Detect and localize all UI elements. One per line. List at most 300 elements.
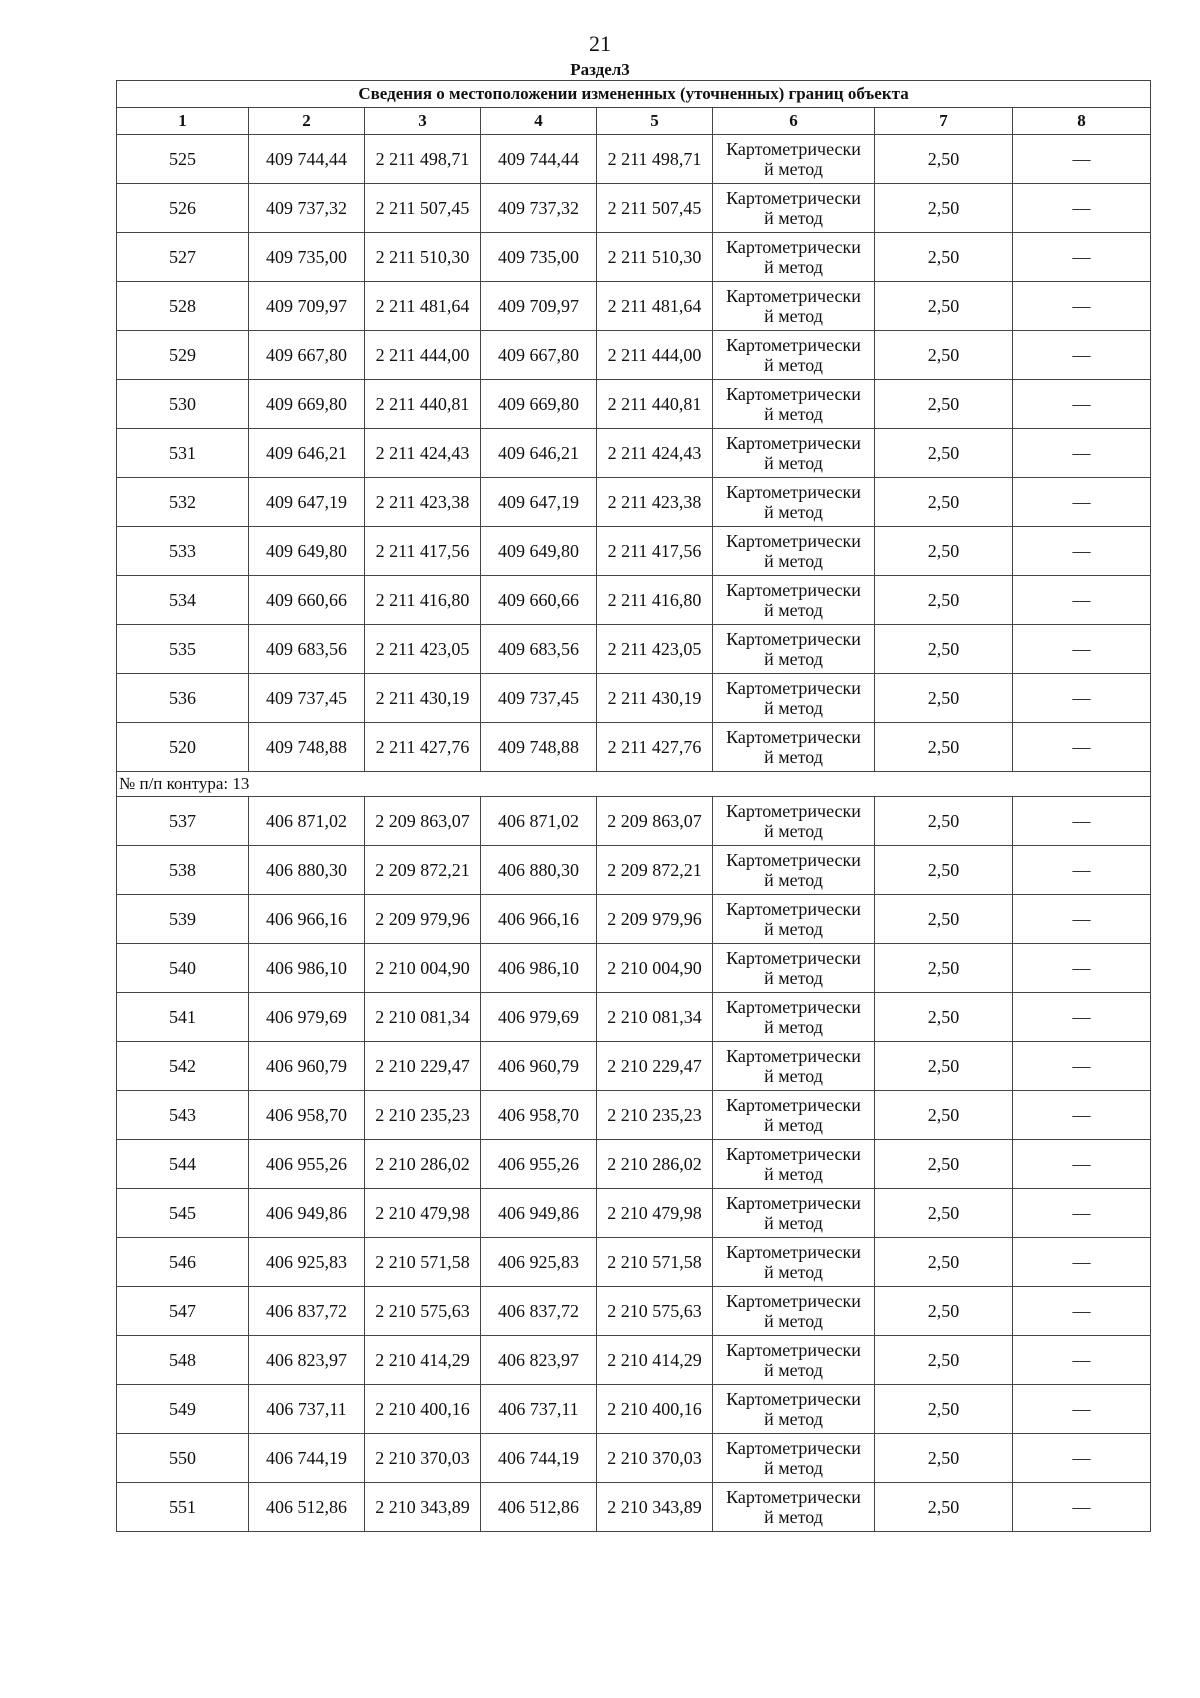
method-cell [713, 625, 875, 674]
method-cell [713, 674, 875, 723]
description-cell: — [1013, 1287, 1151, 1336]
coordinate-cell: 2 210 479,98 [365, 1189, 481, 1238]
description-cell: — [1013, 331, 1151, 380]
column-header: 4 [481, 108, 597, 135]
coordinate-cell: 2 210 343,89 [597, 1483, 713, 1532]
method-text-line2: й метод [764, 453, 823, 473]
method-text-line2: й метод [764, 355, 823, 375]
coordinate-cell: 2 210 229,47 [365, 1042, 481, 1091]
coordinate-cell: 2 211 430,19 [597, 674, 713, 723]
method-cell [713, 282, 875, 331]
method-text-line2: й метод [764, 600, 823, 620]
coordinate-cell: 2 209 979,96 [597, 895, 713, 944]
description-cell: — [1013, 1189, 1151, 1238]
method-text-line1: Картометрически [726, 997, 861, 1017]
boundary-table [116, 80, 1151, 1532]
coordinate-cell: 406 949,86 [249, 1189, 365, 1238]
method-cell [713, 380, 875, 429]
method-text-line1: Картометрически [726, 482, 861, 502]
table-row [117, 723, 1151, 772]
coordinate-cell: 409 647,19 [249, 478, 365, 527]
method-cell [713, 1238, 875, 1287]
method-cell [713, 1091, 875, 1140]
point-number-cell: 529 [117, 331, 249, 380]
description-cell: — [1013, 895, 1151, 944]
table-row [117, 135, 1151, 184]
point-number-cell: 536 [117, 674, 249, 723]
method-text-line2: й метод [764, 747, 823, 767]
column-header-row [117, 108, 1151, 135]
section-title: Раздел3 [570, 60, 630, 79]
column-header: 8 [1013, 108, 1151, 135]
method-text-line2: й метод [764, 1115, 823, 1135]
coordinate-cell: 2 211 444,00 [597, 331, 713, 380]
coordinate-cell: 406 871,02 [481, 797, 597, 846]
method-cell [713, 797, 875, 846]
table-row [117, 895, 1151, 944]
description-cell: — [1013, 1140, 1151, 1189]
coordinate-cell: 2 211 424,43 [365, 429, 481, 478]
method-cell [713, 576, 875, 625]
coordinate-cell: 2 211 417,56 [597, 527, 713, 576]
method-text-line2: й метод [764, 1262, 823, 1282]
table-row [117, 993, 1151, 1042]
table-row [117, 478, 1151, 527]
description-cell: — [1013, 1042, 1151, 1091]
coordinate-cell: 406 737,11 [249, 1385, 365, 1434]
description-cell: — [1013, 527, 1151, 576]
coordinate-cell: 409 646,21 [249, 429, 365, 478]
table-row [117, 184, 1151, 233]
coordinate-cell: 406 966,16 [249, 895, 365, 944]
method-text-line1: Картометрически [726, 1291, 861, 1311]
point-number-cell: 544 [117, 1140, 249, 1189]
table-row [117, 1042, 1151, 1091]
coordinate-cell: 2 210 575,63 [597, 1287, 713, 1336]
point-number-cell: 530 [117, 380, 249, 429]
method-cell [713, 1483, 875, 1532]
table-row [117, 1091, 1151, 1140]
method-text-line1: Картометрически [726, 433, 861, 453]
coordinate-cell: 2 209 872,21 [597, 846, 713, 895]
point-number-cell: 532 [117, 478, 249, 527]
table-row [117, 576, 1151, 625]
point-number-cell: 550 [117, 1434, 249, 1483]
coordinate-cell: 406 958,70 [481, 1091, 597, 1140]
point-number-cell: 543 [117, 1091, 249, 1140]
coordinate-cell: 2 210 400,16 [365, 1385, 481, 1434]
description-cell: — [1013, 233, 1151, 282]
description-cell: — [1013, 944, 1151, 993]
point-number-cell: 537 [117, 797, 249, 846]
point-number-cell: 535 [117, 625, 249, 674]
coordinate-cell: 2 210 400,16 [597, 1385, 713, 1434]
column-header: 2 [249, 108, 365, 135]
coordinate-cell: 406 837,72 [249, 1287, 365, 1336]
coordinate-cell: 406 986,10 [249, 944, 365, 993]
coordinate-cell: 2 210 575,63 [365, 1287, 481, 1336]
description-cell: — [1013, 429, 1151, 478]
contour-label: № п/п контура: 13 [117, 772, 1151, 797]
coordinate-cell: 2 211 510,30 [365, 233, 481, 282]
accuracy-cell: 2,50 [875, 429, 1013, 478]
coordinate-cell: 2 209 863,07 [365, 797, 481, 846]
method-cell [713, 331, 875, 380]
coordinate-cell: 406 966,16 [481, 895, 597, 944]
accuracy-cell: 2,50 [875, 1336, 1013, 1385]
coordinate-cell: 406 979,69 [249, 993, 365, 1042]
description-cell: — [1013, 625, 1151, 674]
accuracy-cell: 2,50 [875, 527, 1013, 576]
coordinate-cell: 2 211 507,45 [597, 184, 713, 233]
method-cell [713, 846, 875, 895]
table-row [117, 846, 1151, 895]
method-text-line1: Картометрически [726, 1095, 861, 1115]
coordinate-cell: 409 737,45 [249, 674, 365, 723]
coordinate-cell: 406 925,83 [249, 1238, 365, 1287]
method-cell [713, 135, 875, 184]
point-number-cell: 533 [117, 527, 249, 576]
method-text-line2: й метод [764, 1458, 823, 1478]
coordinate-cell: 409 744,44 [249, 135, 365, 184]
point-number-cell: 545 [117, 1189, 249, 1238]
method-text-line1: Картометрически [726, 801, 861, 821]
method-text-line1: Картометрически [726, 899, 861, 919]
coordinate-cell: 2 211 444,00 [365, 331, 481, 380]
accuracy-cell: 2,50 [875, 625, 1013, 674]
method-text-line2: й метод [764, 159, 823, 179]
description-cell: — [1013, 1385, 1151, 1434]
point-number-cell: 549 [117, 1385, 249, 1434]
coordinate-cell: 2 211 423,05 [365, 625, 481, 674]
coordinate-cell: 406 979,69 [481, 993, 597, 1042]
method-text-line1: Картометрически [726, 580, 861, 600]
coordinate-cell: 406 958,70 [249, 1091, 365, 1140]
method-cell [713, 478, 875, 527]
method-text-line1: Картометрически [726, 850, 861, 870]
coordinate-cell: 2 211 498,71 [597, 135, 713, 184]
method-text-line1: Картометрически [726, 1046, 861, 1066]
coordinate-cell: 406 925,83 [481, 1238, 597, 1287]
coordinate-cell: 2 211 417,56 [365, 527, 481, 576]
coordinate-cell: 2 211 481,64 [597, 282, 713, 331]
point-number-cell: 542 [117, 1042, 249, 1091]
coordinate-cell: 406 871,02 [249, 797, 365, 846]
method-cell [713, 233, 875, 282]
accuracy-cell: 2,50 [875, 1042, 1013, 1091]
coordinate-cell: 406 960,79 [481, 1042, 597, 1091]
method-text-line2: й метод [764, 968, 823, 988]
accuracy-cell: 2,50 [875, 478, 1013, 527]
coordinate-cell: 409 660,66 [249, 576, 365, 625]
coordinate-cell: 409 737,45 [481, 674, 597, 723]
description-cell: — [1013, 135, 1151, 184]
table-row [117, 331, 1151, 380]
method-text-line2: й метод [764, 1311, 823, 1331]
coordinate-cell: 406 880,30 [481, 846, 597, 895]
method-text-line1: Картометрически [726, 727, 861, 747]
method-text-line2: й метод [764, 551, 823, 571]
coordinate-cell: 2 209 863,07 [597, 797, 713, 846]
coordinate-cell: 2 211 423,38 [597, 478, 713, 527]
coordinate-cell: 406 986,10 [481, 944, 597, 993]
method-text-line1: Картометрически [726, 1340, 861, 1360]
coordinate-cell: 2 211 440,81 [365, 380, 481, 429]
coordinate-cell: 2 211 498,71 [365, 135, 481, 184]
method-text-line2: й метод [764, 1360, 823, 1380]
method-cell [713, 1336, 875, 1385]
method-cell [713, 1140, 875, 1189]
coordinate-cell: 2 210 235,23 [365, 1091, 481, 1140]
table-row [117, 1140, 1151, 1189]
method-text-line1: Картометрически [726, 237, 861, 257]
description-cell: — [1013, 380, 1151, 429]
description-cell: — [1013, 576, 1151, 625]
method-cell [713, 895, 875, 944]
coordinate-cell: 406 512,86 [481, 1483, 597, 1532]
coordinate-cell: 409 748,88 [481, 723, 597, 772]
method-text-line2: й метод [764, 502, 823, 522]
coordinate-cell: 406 823,97 [481, 1336, 597, 1385]
accuracy-cell: 2,50 [875, 233, 1013, 282]
method-text-line1: Картометрически [726, 1144, 861, 1164]
coordinate-cell: 2 211 423,05 [597, 625, 713, 674]
accuracy-cell: 2,50 [875, 723, 1013, 772]
method-text-line1: Картометрически [726, 678, 861, 698]
coordinate-cell: 2 210 571,58 [365, 1238, 481, 1287]
method-text-line1: Картометрически [726, 629, 861, 649]
method-cell [713, 527, 875, 576]
method-text-line1: Картометрически [726, 286, 861, 306]
coordinate-cell: 2 210 229,47 [597, 1042, 713, 1091]
contour-row [117, 772, 1151, 797]
accuracy-cell: 2,50 [875, 1287, 1013, 1336]
coordinate-cell: 406 955,26 [249, 1140, 365, 1189]
method-cell [713, 184, 875, 233]
coordinate-cell: 409 649,80 [249, 527, 365, 576]
coordinate-cell: 2 210 414,29 [365, 1336, 481, 1385]
coordinate-cell: 409 667,80 [249, 331, 365, 380]
method-text-line1: Картометрически [726, 1487, 861, 1507]
point-number-cell: 538 [117, 846, 249, 895]
coordinate-cell: 409 649,80 [481, 527, 597, 576]
coordinate-cell: 2 210 286,02 [597, 1140, 713, 1189]
table-row [117, 1385, 1151, 1434]
table-row [117, 1189, 1151, 1238]
description-cell: — [1013, 846, 1151, 895]
method-text-line2: й метод [764, 870, 823, 890]
coordinate-cell: 2 211 510,30 [597, 233, 713, 282]
coordinate-cell: 409 646,21 [481, 429, 597, 478]
method-text-line1: Картометрически [726, 1193, 861, 1213]
point-number-cell: 526 [117, 184, 249, 233]
point-number-cell: 525 [117, 135, 249, 184]
coordinate-cell: 409 744,44 [481, 135, 597, 184]
description-cell: — [1013, 282, 1151, 331]
point-number-cell: 551 [117, 1483, 249, 1532]
coordinate-cell: 2 211 440,81 [597, 380, 713, 429]
method-text-line2: й метод [764, 821, 823, 841]
description-cell: — [1013, 478, 1151, 527]
table-row [117, 674, 1151, 723]
description-cell: — [1013, 993, 1151, 1042]
method-text-line2: й метод [764, 1213, 823, 1233]
accuracy-cell: 2,50 [875, 1385, 1013, 1434]
coordinate-cell: 409 669,80 [249, 380, 365, 429]
point-number-cell: 531 [117, 429, 249, 478]
table-row [117, 233, 1151, 282]
method-text-line2: й метод [764, 1409, 823, 1429]
coordinate-cell: 409 669,80 [481, 380, 597, 429]
coordinate-cell: 2 211 427,76 [597, 723, 713, 772]
method-text-line1: Картометрически [726, 188, 861, 208]
accuracy-cell: 2,50 [875, 674, 1013, 723]
method-text-line1: Картометрически [726, 384, 861, 404]
coordinate-cell: 409 683,56 [249, 625, 365, 674]
point-number-cell: 527 [117, 233, 249, 282]
method-cell [713, 993, 875, 1042]
column-header: 3 [365, 108, 481, 135]
coordinate-cell: 2 210 004,90 [365, 944, 481, 993]
coordinate-cell: 409 709,97 [249, 282, 365, 331]
column-header: 5 [597, 108, 713, 135]
method-cell [713, 1042, 875, 1091]
method-text-line1: Картометрически [726, 1242, 861, 1262]
point-number-cell: 547 [117, 1287, 249, 1336]
description-cell: — [1013, 1091, 1151, 1140]
table-row [117, 429, 1151, 478]
coordinate-cell: 2 210 286,02 [365, 1140, 481, 1189]
point-number-cell: 546 [117, 1238, 249, 1287]
coordinate-cell: 2 211 427,76 [365, 723, 481, 772]
coordinate-cell: 409 709,97 [481, 282, 597, 331]
point-number-cell: 528 [117, 282, 249, 331]
coordinate-cell: 406 955,26 [481, 1140, 597, 1189]
method-text-line2: й метод [764, 919, 823, 939]
method-cell [713, 1287, 875, 1336]
method-text-line1: Картометрически [726, 1389, 861, 1409]
method-text-line2: й метод [764, 698, 823, 718]
method-text-line2: й метод [764, 306, 823, 326]
coordinate-cell: 2 211 507,45 [365, 184, 481, 233]
method-text-line2: й метод [764, 257, 823, 277]
coordinate-cell: 406 512,86 [249, 1483, 365, 1532]
description-cell: — [1013, 674, 1151, 723]
coordinate-cell: 2 209 872,21 [365, 846, 481, 895]
table-row [117, 625, 1151, 674]
method-text-line2: й метод [764, 208, 823, 228]
coordinate-cell: 2 210 370,03 [365, 1434, 481, 1483]
table-row [117, 527, 1151, 576]
coordinate-cell: 406 837,72 [481, 1287, 597, 1336]
table-row [117, 944, 1151, 993]
method-text-line2: й метод [764, 1164, 823, 1184]
coordinate-cell: 2 211 430,19 [365, 674, 481, 723]
table-row [117, 797, 1151, 846]
coordinate-cell: 409 735,00 [481, 233, 597, 282]
point-number-cell: 539 [117, 895, 249, 944]
coordinate-cell: 409 683,56 [481, 625, 597, 674]
point-number-cell: 541 [117, 993, 249, 1042]
coordinate-cell: 2 211 416,80 [597, 576, 713, 625]
coordinate-cell: 2 210 081,34 [597, 993, 713, 1042]
coordinate-cell: 2 211 424,43 [597, 429, 713, 478]
coordinate-cell: 2 211 481,64 [365, 282, 481, 331]
column-header: 1 [117, 108, 249, 135]
table-caption: Сведения о местоположении измененных (уточненных) границ объекта [117, 81, 1151, 108]
point-number-cell: 520 [117, 723, 249, 772]
accuracy-cell: 2,50 [875, 184, 1013, 233]
accuracy-cell: 2,50 [875, 797, 1013, 846]
method-text-line2: й метод [764, 404, 823, 424]
coordinate-cell: 406 737,11 [481, 1385, 597, 1434]
coordinate-cell: 2 210 370,03 [597, 1434, 713, 1483]
description-cell: — [1013, 797, 1151, 846]
method-text-line1: Картометрически [726, 335, 861, 355]
method-text-line2: й метод [764, 1507, 823, 1527]
coordinate-cell: 409 667,80 [481, 331, 597, 380]
method-text-line2: й метод [764, 1066, 823, 1086]
table-row [117, 282, 1151, 331]
table-row [117, 380, 1151, 429]
coordinate-cell: 409 737,32 [249, 184, 365, 233]
coordinate-cell: 409 748,88 [249, 723, 365, 772]
accuracy-cell: 2,50 [875, 1483, 1013, 1532]
method-cell [713, 1434, 875, 1483]
accuracy-cell: 2,50 [875, 993, 1013, 1042]
accuracy-cell: 2,50 [875, 846, 1013, 895]
accuracy-cell: 2,50 [875, 576, 1013, 625]
description-cell: — [1013, 1336, 1151, 1385]
accuracy-cell: 2,50 [875, 1140, 1013, 1189]
coordinate-cell: 2 211 423,38 [365, 478, 481, 527]
accuracy-cell: 2,50 [875, 1434, 1013, 1483]
accuracy-cell: 2,50 [875, 1238, 1013, 1287]
page-number: 21 [589, 31, 611, 56]
accuracy-cell: 2,50 [875, 380, 1013, 429]
coordinate-cell: 406 823,97 [249, 1336, 365, 1385]
coordinate-cell: 2 210 235,23 [597, 1091, 713, 1140]
coordinate-cell: 2 210 004,90 [597, 944, 713, 993]
accuracy-cell: 2,50 [875, 282, 1013, 331]
point-number-cell: 548 [117, 1336, 249, 1385]
method-text-line1: Картометрически [726, 139, 861, 159]
method-text-line2: й метод [764, 1017, 823, 1037]
coordinate-cell: 409 647,19 [481, 478, 597, 527]
column-header: 6 [713, 108, 875, 135]
method-text-line1: Картометрически [726, 531, 861, 551]
method-cell [713, 429, 875, 478]
method-text-line1: Картометрически [726, 948, 861, 968]
description-cell: — [1013, 723, 1151, 772]
table-body [117, 135, 1151, 1532]
method-cell [713, 1385, 875, 1434]
coordinate-cell: 2 210 081,34 [365, 993, 481, 1042]
method-cell [713, 723, 875, 772]
description-cell: — [1013, 184, 1151, 233]
description-cell: — [1013, 1483, 1151, 1532]
method-text-line2: й метод [764, 649, 823, 669]
accuracy-cell: 2,50 [875, 1189, 1013, 1238]
description-cell: — [1013, 1434, 1151, 1483]
table-row [117, 1238, 1151, 1287]
accuracy-cell: 2,50 [875, 895, 1013, 944]
coordinate-cell: 2 210 571,58 [597, 1238, 713, 1287]
method-cell [713, 944, 875, 993]
coordinate-cell: 409 735,00 [249, 233, 365, 282]
coordinate-cell: 2 211 416,80 [365, 576, 481, 625]
table-row [117, 1483, 1151, 1532]
